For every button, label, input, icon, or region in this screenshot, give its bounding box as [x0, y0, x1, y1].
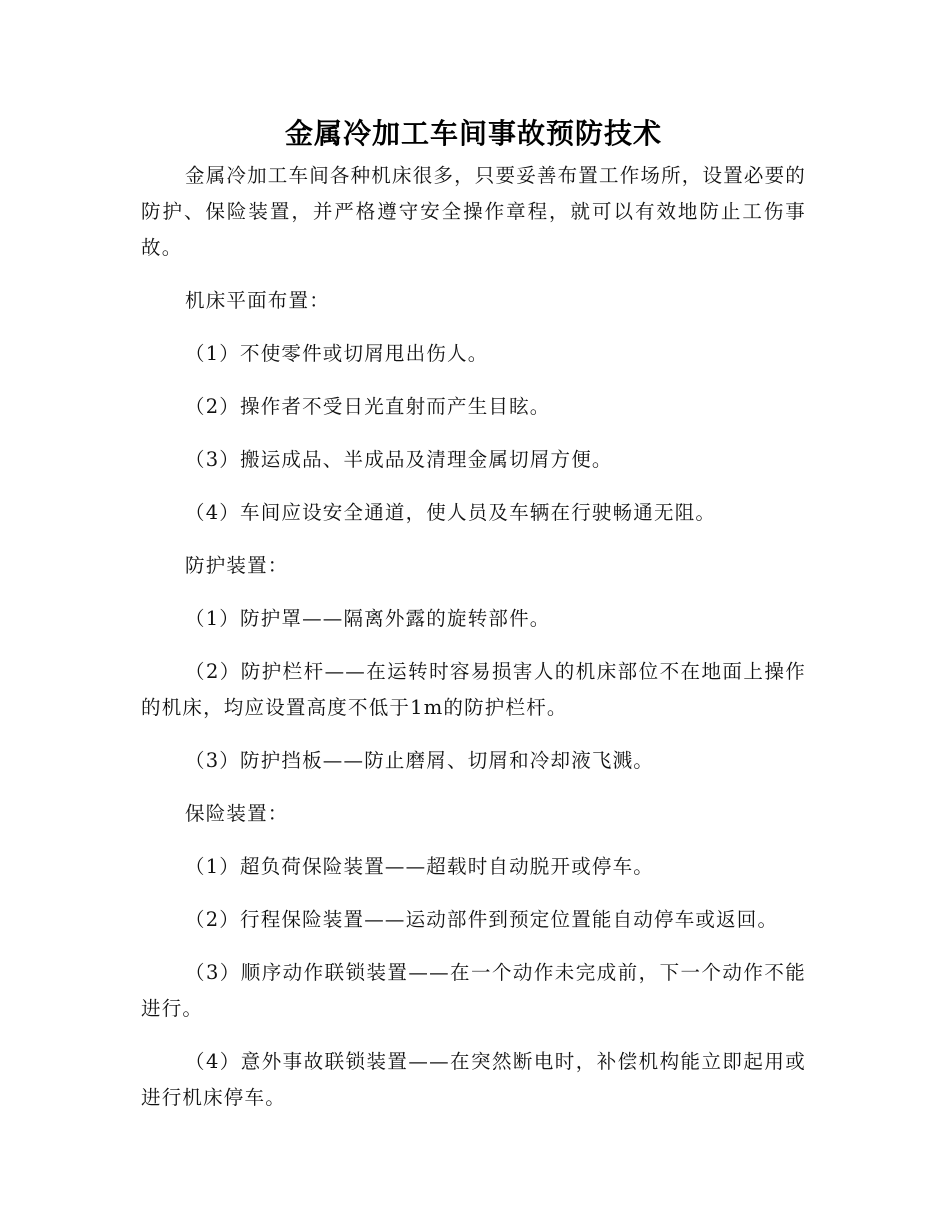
document-title: 金属冷加工车间事故预防技术 [284, 117, 662, 150]
document-page [141, 110, 806, 1116]
list-item: （2）操作者不受日光直射而产生目眩。 [185, 395, 551, 418]
section-heading-layout: 机床平面布置： [185, 289, 330, 312]
list-item: （2）行程保险装置——运动部件到预定位置能自动停车或返回。 [185, 908, 779, 931]
intro-paragraph: 金属冷加工车间各种机床很多，只要妥善布置工作场所，设置必要的防护、保险装置，并严格遵守安全操作章程，就可以有效地防止工伤事故。 [141, 164, 807, 259]
list-item: （3）防护挡板——防止磨屑、切屑和冷却液飞溅。 [185, 749, 655, 772]
list-item: （1）不使零件或切屑甩出伤人。 [185, 342, 489, 365]
list-item: （3）搬运成品、半成品及清理金属切屑方便。 [185, 448, 613, 471]
list-item: （3）顺序动作联锁装置——在一个动作未完成前，下一个动作不能进行。 [141, 961, 806, 1020]
list-item: （1）超负荷保险装置——超载时自动脱开或停车。 [185, 855, 655, 878]
section-heading-safety-devices: 保险装置： [185, 802, 289, 825]
section-heading-guards: 防护装置： [185, 554, 289, 577]
list-item: （1）防护罩——隔离外露的旋转部件。 [185, 607, 551, 630]
list-item: （2）防护栏杆——在运转时容易损害人的机床部位不在地面上操作的机床，均应设置高度不低于1m的防护栏杆。 [141, 660, 806, 719]
list-item: （4）意外事故联锁装置——在突然断电时，补偿机构能立即起用或进行机床停车。 [141, 1050, 806, 1109]
list-item: （4）车间应设安全通道，使人员及车辆在行驶畅通无阻。 [185, 501, 717, 524]
